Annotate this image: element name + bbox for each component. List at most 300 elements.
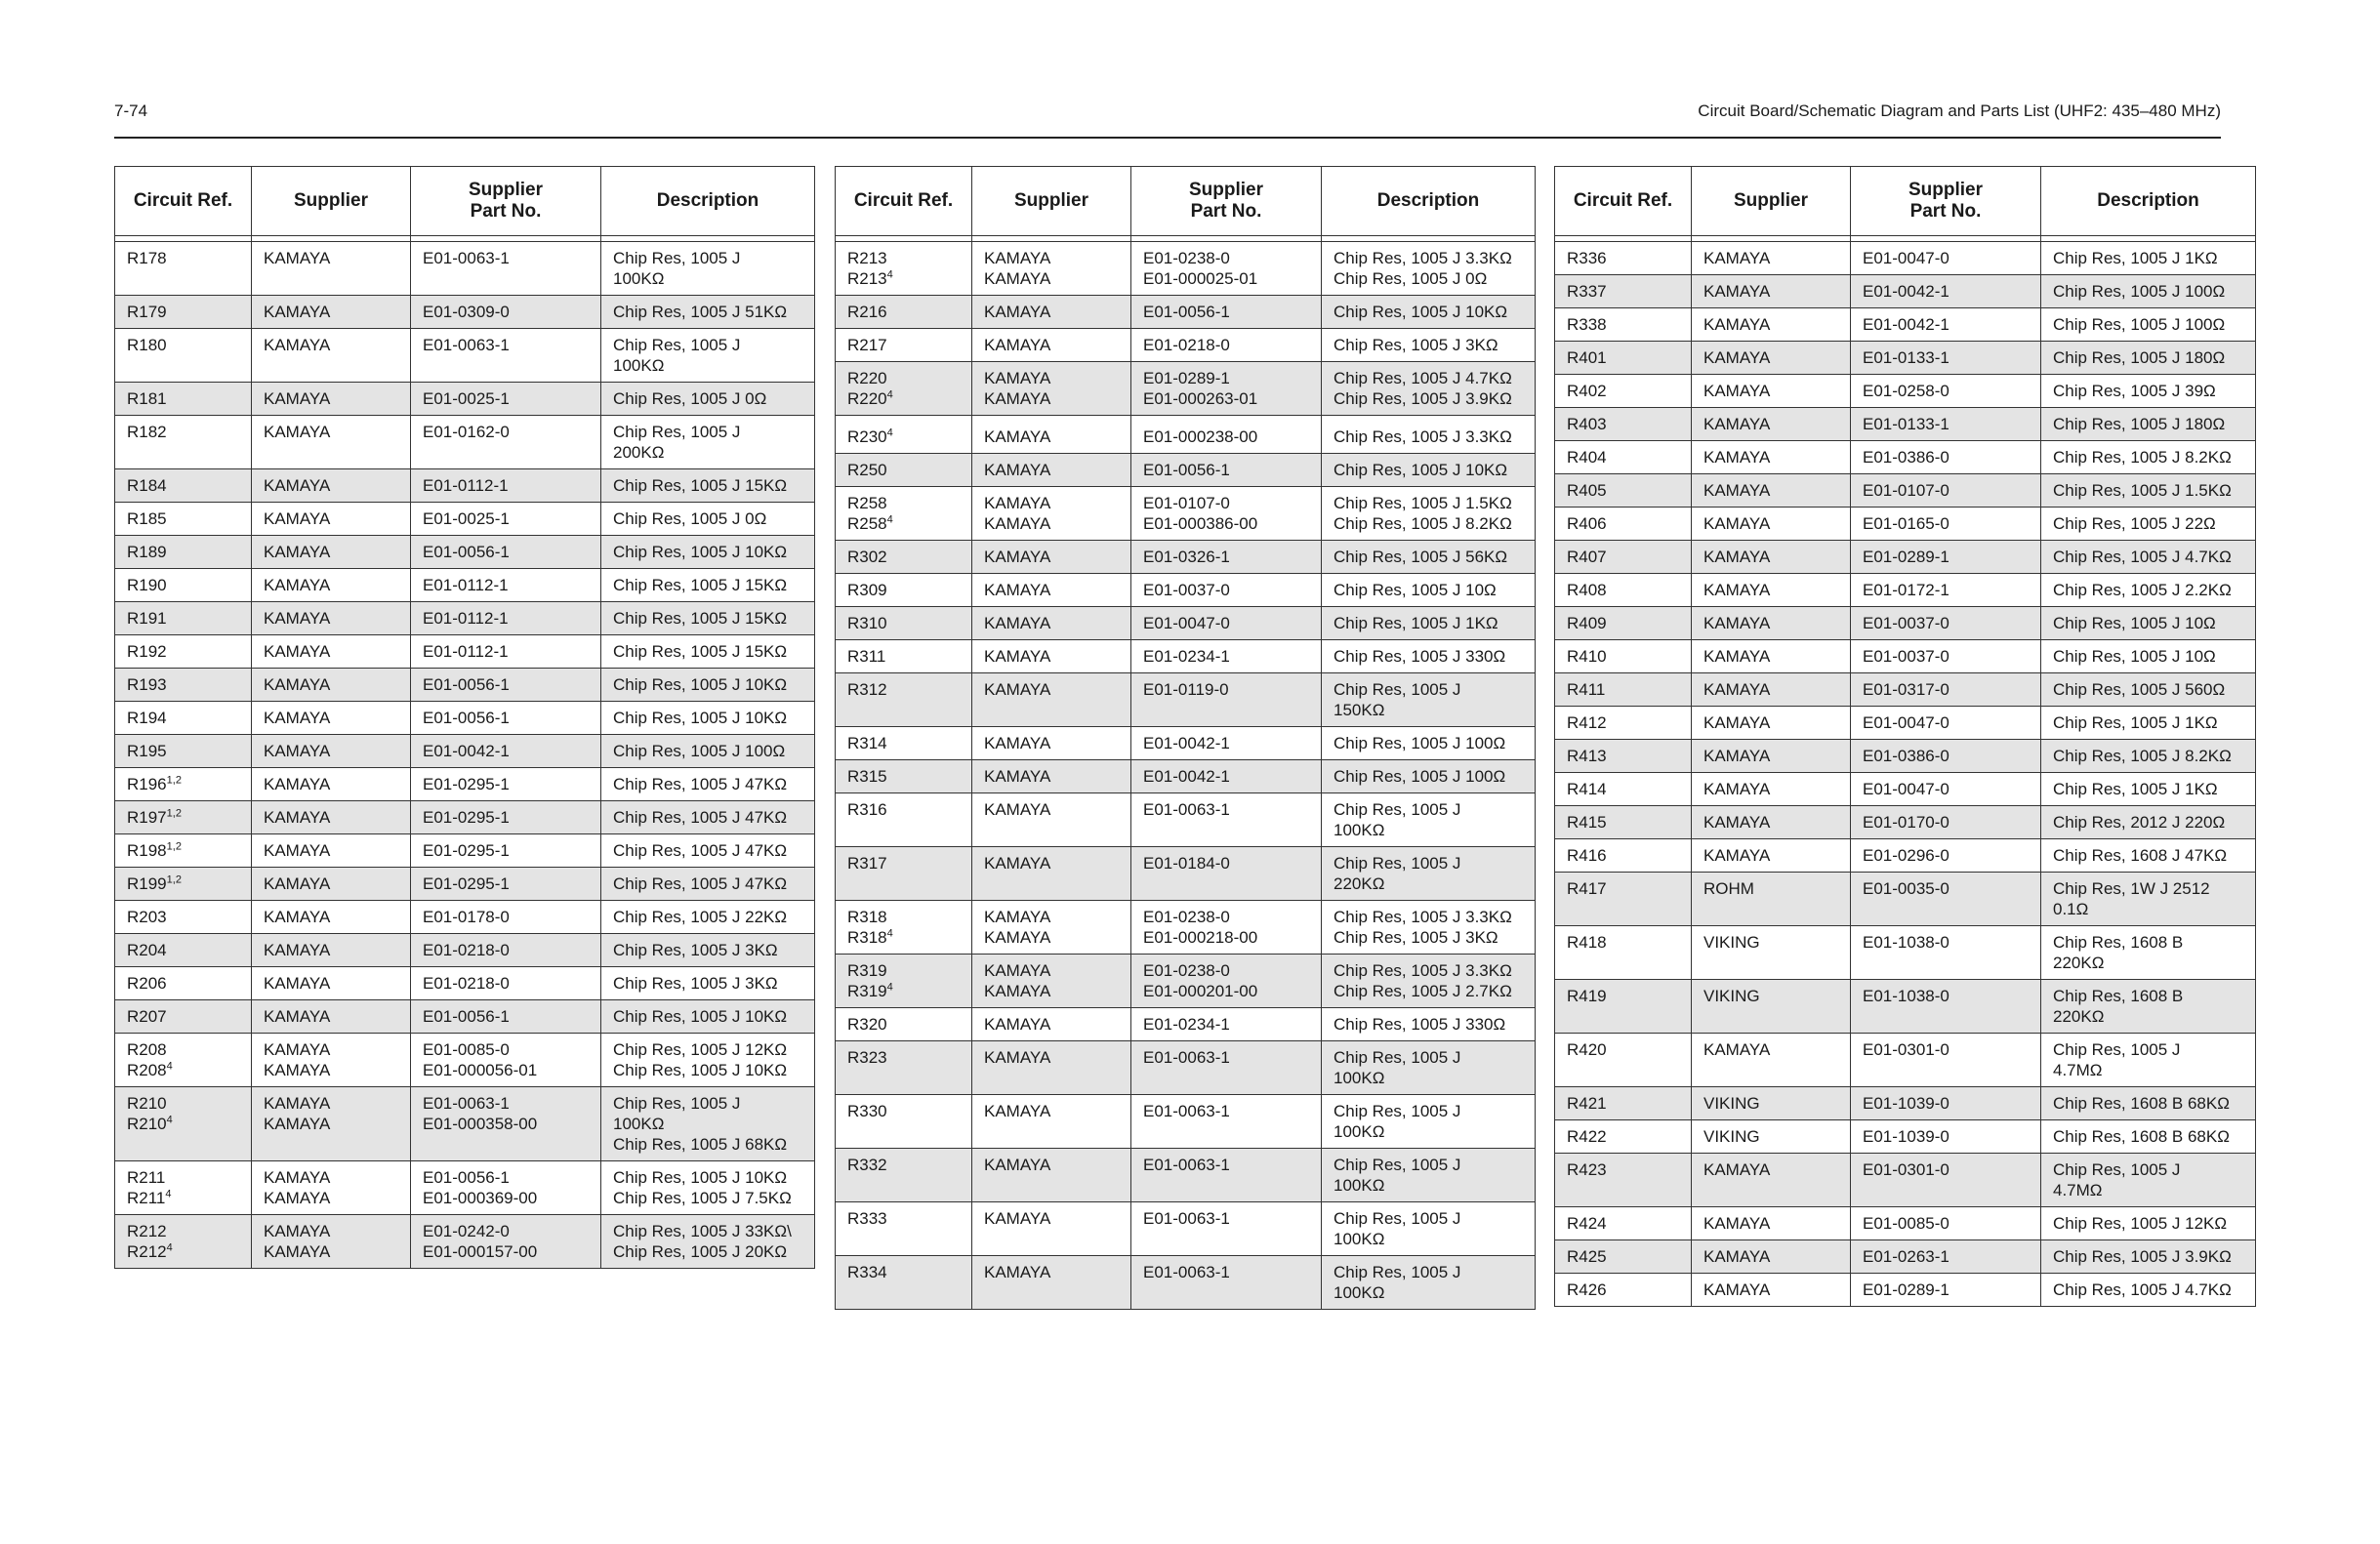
- circuit-ref-text: R190: [127, 576, 167, 594]
- cell-part-no: [1851, 1120, 2041, 1154]
- cell-part-no: [1131, 296, 1322, 329]
- cell-circuit-ref: [836, 727, 972, 760]
- circuit-ref-text: R330: [847, 1102, 887, 1120]
- cell-part-no: [1851, 839, 2041, 873]
- part-no-line: E01-000056-01: [423, 1061, 538, 1079]
- circuit-ref-text: R407: [1567, 548, 1607, 566]
- cell-circuit-ref: [1555, 1120, 1692, 1154]
- circuit-ref-line: [847, 960, 964, 981]
- cell-description: [2041, 308, 2256, 342]
- cell-circuit-ref: [115, 868, 252, 901]
- cell-circuit-ref: [836, 1041, 972, 1095]
- circuit-ref-line: [127, 1167, 243, 1188]
- table-row: [115, 1215, 815, 1269]
- supplier-line: KAMAYA: [264, 1168, 331, 1187]
- cell-supplier: [972, 1095, 1131, 1149]
- supplier-line: KAMAYA: [984, 1156, 1051, 1174]
- circuit-ref-line: [127, 608, 243, 629]
- cell-description: [2041, 541, 2256, 574]
- circuit-ref-line: [1567, 878, 1683, 899]
- description-line: Chip Res, 1005 J 33KΩ\: [613, 1222, 792, 1240]
- supplier-line: KAMAYA: [984, 494, 1051, 512]
- part-no-line: E01-0042-1: [1863, 282, 1949, 301]
- cell-part-no: [1131, 1149, 1322, 1202]
- cell-part-no: [411, 602, 601, 635]
- part-no-line: E01-0172-1: [1863, 581, 1949, 599]
- cell-description: [601, 569, 815, 602]
- supplier-line: VIKING: [1703, 987, 1760, 1005]
- circuit-ref-text: R422: [1567, 1127, 1607, 1146]
- cell-description: [601, 416, 815, 469]
- cell-circuit-ref: [1555, 541, 1692, 574]
- description-line: Chip Res, 1005 J: [1334, 1102, 1461, 1120]
- part-no-line: E01-0289-1: [1143, 369, 1230, 387]
- circuit-ref-text: R333: [847, 1209, 887, 1228]
- circuit-ref-line: [1567, 932, 1683, 953]
- part-no-line: E01-000238-00: [1143, 427, 1258, 446]
- circuit-ref-text: R212: [127, 1222, 167, 1240]
- circuit-ref-line: [1567, 1093, 1683, 1114]
- circuit-ref-text: R315: [847, 767, 887, 786]
- footnote-marker: 4: [886, 981, 893, 994]
- part-no-line: E01-0063-1: [423, 1094, 510, 1113]
- circuit-ref-text: R316: [847, 800, 887, 819]
- circuit-ref-line: [847, 853, 964, 874]
- circuit-ref-line: [847, 679, 964, 700]
- circuit-ref-text: R332: [847, 1156, 887, 1174]
- table-row: [1555, 574, 2256, 607]
- supplier-line: KAMAYA: [264, 874, 331, 893]
- cell-part-no: [411, 901, 601, 934]
- cell-part-no: [1851, 673, 2041, 707]
- table-row: [836, 242, 1536, 296]
- description-line: 100KΩ: [1334, 1069, 1385, 1087]
- circuit-ref-line: [847, 388, 964, 409]
- cell-description: [2041, 773, 2256, 806]
- cell-description: [2041, 1154, 2256, 1207]
- circuit-ref-text: R403: [1567, 415, 1607, 433]
- circuit-ref-line: [127, 575, 243, 595]
- footnote-marker: 4: [886, 388, 893, 401]
- cell-circuit-ref: [836, 673, 972, 727]
- description-line: Chip Res, 1005 J 180Ω: [2053, 415, 2226, 433]
- circuit-ref-line: [847, 1155, 964, 1175]
- part-no-line: E01-0063-1: [423, 249, 510, 267]
- supplier-line: KAMAYA: [984, 647, 1051, 666]
- supplier-line: KAMAYA: [984, 303, 1051, 321]
- cell-description: [1322, 847, 1536, 901]
- part-no-line: E01-0047-0: [1863, 780, 1949, 798]
- supplier-line: KAMAYA: [264, 974, 331, 993]
- supplier-line: KAMAYA: [984, 389, 1051, 408]
- description-line: Chip Res, 1005 J 22Ω: [2053, 514, 2216, 533]
- circuit-ref-text: R211: [127, 1168, 166, 1187]
- circuit-ref-line: [127, 973, 243, 994]
- cell-circuit-ref: [1555, 474, 1692, 508]
- circuit-ref-line: [1567, 712, 1683, 733]
- cell-supplier: [972, 1202, 1131, 1256]
- cell-supplier: [252, 416, 411, 469]
- circuit-ref-line: [1567, 480, 1683, 501]
- cell-circuit-ref: [836, 541, 972, 574]
- table-row: [1555, 242, 2256, 275]
- cell-part-no: [1131, 454, 1322, 487]
- supplier-line: KAMAYA: [1703, 780, 1771, 798]
- cell-circuit-ref: [1555, 574, 1692, 607]
- cell-circuit-ref: [115, 416, 252, 469]
- part-no-line: E01-0165-0: [1863, 514, 1949, 533]
- cell-circuit-ref: [836, 607, 972, 640]
- description-line: Chip Res, 1005 J 4.7KΩ: [2053, 1280, 2232, 1299]
- circuit-ref-text: R179: [127, 303, 167, 321]
- table-row: [836, 1202, 1536, 1256]
- supplier-line: KAMAYA: [1703, 415, 1771, 433]
- cell-description: [1322, 640, 1536, 673]
- cell-part-no: [1131, 541, 1322, 574]
- cell-circuit-ref: [836, 296, 972, 329]
- cell-supplier: [1692, 242, 1851, 275]
- circuit-ref-text: R216: [847, 303, 887, 321]
- description-line: Chip Res, 1005 J: [2053, 1040, 2181, 1059]
- circuit-ref-line: [1567, 1126, 1683, 1147]
- description-line: Chip Res, 1005 J 3.9KΩ: [2053, 1247, 2232, 1266]
- cell-supplier: [252, 967, 411, 1000]
- table-row: [1555, 839, 2256, 873]
- cell-supplier: [972, 1256, 1131, 1310]
- description-line: Chip Res, 1005 J 2.2KΩ: [2053, 581, 2232, 599]
- table-row: [1555, 806, 2256, 839]
- circuit-ref-line: [847, 1262, 964, 1282]
- cell-part-no: [1851, 980, 2041, 1034]
- footnote-marker: 1,2: [166, 874, 182, 886]
- table-row: [1555, 1087, 2256, 1120]
- circuit-ref-text: R408: [1567, 581, 1607, 599]
- cell-part-no: [1131, 416, 1322, 454]
- part-no-line: E01-1039-0: [1863, 1127, 1949, 1146]
- circuit-ref-text: R198: [127, 841, 167, 860]
- description-line: 4.7MΩ: [2053, 1061, 2103, 1079]
- part-no-line: E01-0178-0: [423, 908, 510, 926]
- part-no-line: E01-0047-0: [1863, 713, 1949, 732]
- circuit-ref-text: R337: [1567, 282, 1607, 301]
- circuit-ref-line: [847, 981, 964, 1001]
- table-row: [1555, 508, 2256, 541]
- description-line: Chip Res, 1005 J 4.7KΩ: [1334, 369, 1512, 387]
- cell-description: [2041, 1207, 2256, 1240]
- cell-circuit-ref: [1555, 707, 1692, 740]
- description-line: Chip Res, 1005 J 100Ω: [2053, 282, 2226, 301]
- table-row: [836, 296, 1536, 329]
- cell-description: [1322, 607, 1536, 640]
- cell-description: [1322, 1041, 1536, 1095]
- cell-part-no: [411, 503, 601, 536]
- circuit-ref-text: R406: [1567, 514, 1607, 533]
- cell-description: [601, 602, 815, 635]
- part-no-line: E01-0242-0: [423, 1222, 510, 1240]
- column-header-circuit-ref: Circuit Ref.: [1555, 167, 1692, 236]
- description-line: Chip Res, 1005 J 10KΩ: [613, 1061, 788, 1079]
- part-no-line: E01-0063-1: [1143, 1156, 1230, 1174]
- cell-supplier: [252, 1034, 411, 1087]
- description-line: Chip Res, 1005 J 0Ω: [1334, 269, 1488, 288]
- circuit-ref-line: [1567, 1039, 1683, 1060]
- description-line: Chip Res, 1005 J 8.2KΩ: [2053, 747, 2232, 765]
- part-no-line: E01-0107-0: [1863, 481, 1949, 500]
- circuit-ref-text: R196: [127, 775, 167, 793]
- table-row: [836, 329, 1536, 362]
- cell-supplier: [252, 934, 411, 967]
- description-line: Chip Res, 1005 J 10KΩ: [1334, 303, 1508, 321]
- description-line: Chip Res, 1005 J 10KΩ: [613, 1007, 788, 1026]
- cell-description: [2041, 740, 2256, 773]
- part-no-line: E01-0295-1: [423, 874, 510, 893]
- cell-description: [601, 768, 815, 801]
- part-no-line: E01-0184-0: [1143, 854, 1230, 873]
- cell-supplier: [252, 503, 411, 536]
- circuit-ref-line: [127, 1093, 243, 1114]
- cell-part-no: [1851, 541, 2041, 574]
- part-no-line: E01-0056-1: [423, 709, 510, 727]
- footnote-marker: 4: [166, 1241, 173, 1254]
- part-no-line: E01-0025-1: [423, 389, 510, 408]
- cell-description: [2041, 1240, 2256, 1274]
- circuit-ref-text: R213: [847, 249, 887, 267]
- circuit-ref-line: [847, 268, 964, 289]
- table-row: [115, 602, 815, 635]
- table-row: [115, 536, 815, 569]
- table-row: [836, 487, 1536, 541]
- part-no-line: E01-1038-0: [1863, 933, 1949, 952]
- circuit-ref-line: [127, 1241, 243, 1262]
- circuit-ref-line: [847, 427, 964, 447]
- circuit-ref-text: R317: [847, 854, 887, 873]
- cell-supplier: [1692, 839, 1851, 873]
- circuit-ref-text: R206: [127, 974, 167, 993]
- part-no-line: E01-0170-0: [1863, 813, 1949, 832]
- table-row: [115, 801, 815, 834]
- part-no-line: E01-000386-00: [1143, 514, 1258, 533]
- table-row: [115, 702, 815, 735]
- circuit-ref-line: [127, 774, 243, 794]
- cell-supplier: [972, 793, 1131, 847]
- cell-supplier: [252, 329, 411, 383]
- cell-part-no: [411, 669, 601, 702]
- description-line: Chip Res, 1005 J 10KΩ: [613, 543, 788, 561]
- table-row: [1555, 607, 2256, 640]
- column-header-supplier-part-no: Supplier Part No.: [411, 167, 601, 236]
- supplier-line: KAMAYA: [984, 767, 1051, 786]
- cell-circuit-ref: [836, 1008, 972, 1041]
- table-row: [1555, 1240, 2256, 1274]
- cell-description: [601, 1034, 815, 1087]
- circuit-ref-text: R195: [127, 742, 167, 760]
- description-line: Chip Res, 1005 J 100Ω: [613, 742, 786, 760]
- table-row: [115, 967, 815, 1000]
- supplier-line: KAMAYA: [264, 675, 331, 694]
- cell-circuit-ref: [1555, 839, 1692, 873]
- supplier-line: KAMAYA: [984, 427, 1051, 446]
- description-line: Chip Res, 1005 J 22KΩ: [613, 908, 788, 926]
- circuit-ref-line: [1567, 986, 1683, 1006]
- table-row: [836, 1256, 1536, 1310]
- description-line: Chip Res, 1005 J 330Ω: [1334, 1015, 1506, 1034]
- description-line: Chip Res, 1608 B 68KΩ: [2053, 1127, 2230, 1146]
- cell-circuit-ref: [115, 967, 252, 1000]
- table-row: [1555, 541, 2256, 574]
- cell-circuit-ref: [115, 768, 252, 801]
- cell-part-no: [1851, 707, 2041, 740]
- part-no-line: E01-0386-0: [1863, 448, 1949, 467]
- circuit-ref-text: R323: [847, 1048, 887, 1067]
- cell-supplier: [972, 329, 1131, 362]
- cell-description: [2041, 1120, 2256, 1154]
- footnote-marker: 1,2: [166, 807, 182, 820]
- description-line: Chip Res, 1005 J 39Ω: [2053, 382, 2216, 400]
- cell-supplier: [1692, 1240, 1851, 1274]
- cell-part-no: [411, 768, 601, 801]
- table-row: [115, 735, 815, 768]
- cell-circuit-ref: [1555, 508, 1692, 541]
- description-line: Chip Res, 1005 J 68KΩ: [613, 1135, 788, 1154]
- table-row: [836, 574, 1536, 607]
- circuit-ref-text: R192: [127, 642, 167, 661]
- cell-part-no: [411, 1000, 601, 1034]
- description-line: Chip Res, 1005 J 15KΩ: [613, 476, 788, 495]
- supplier-line: KAMAYA: [1703, 1247, 1771, 1266]
- cell-description: [1322, 673, 1536, 727]
- cell-description: [1322, 793, 1536, 847]
- cell-part-no: [1131, 955, 1322, 1008]
- cell-part-no: [411, 868, 601, 901]
- description-line: Chip Res, 1005 J 10KΩ: [613, 1168, 788, 1187]
- cell-supplier: [252, 1161, 411, 1215]
- supplier-line: KAMAYA: [264, 941, 331, 959]
- circuit-ref-line: [1567, 679, 1683, 700]
- circuit-ref-line: [127, 840, 243, 861]
- cell-part-no: [1851, 640, 2041, 673]
- cell-part-no: [1851, 1034, 2041, 1087]
- circuit-ref-text: R178: [127, 249, 167, 267]
- supplier-line: VIKING: [1703, 933, 1760, 952]
- cell-description: [1322, 329, 1536, 362]
- circuit-ref-text: R211: [127, 1189, 166, 1207]
- circuit-ref-text: R425: [1567, 1247, 1607, 1266]
- cell-circuit-ref: [115, 834, 252, 868]
- cell-supplier: [1692, 980, 1851, 1034]
- circuit-ref-line: [1567, 281, 1683, 302]
- circuit-ref-line: [847, 1014, 964, 1035]
- cell-part-no: [1131, 793, 1322, 847]
- part-no-line: E01-0295-1: [423, 808, 510, 827]
- cell-part-no: [1131, 901, 1322, 955]
- cell-part-no: [1851, 408, 2041, 441]
- column-header-supplier: Supplier: [1692, 167, 1851, 236]
- circuit-ref-text: R402: [1567, 382, 1607, 400]
- circuit-ref-text: R411: [1567, 680, 1606, 699]
- circuit-ref-line: [1567, 314, 1683, 335]
- supplier-line: KAMAYA: [984, 908, 1051, 926]
- cell-description: [601, 1087, 815, 1161]
- description-line: Chip Res, 1608 B: [2053, 987, 2184, 1005]
- part-no-line: E01-000369-00: [423, 1189, 538, 1207]
- supplier-line: KAMAYA: [984, 1102, 1051, 1120]
- table-row: [115, 901, 815, 934]
- cell-circuit-ref: [1555, 308, 1692, 342]
- circuit-ref-line: [847, 1047, 964, 1068]
- supplier-line: KAMAYA: [264, 1242, 331, 1261]
- description-line: Chip Res, 1005 J 1KΩ: [2053, 249, 2218, 267]
- cell-part-no: [1131, 1008, 1322, 1041]
- circuit-ref-line: [127, 641, 243, 662]
- table-row: [115, 503, 815, 536]
- supplier-line: KAMAYA: [264, 576, 331, 594]
- table-row: [1555, 926, 2256, 980]
- circuit-ref-line: [1567, 347, 1683, 368]
- circuit-ref-line: [1567, 746, 1683, 766]
- cell-circuit-ref: [115, 801, 252, 834]
- circuit-ref-text: R208: [127, 1040, 167, 1059]
- column-header-supplier-part-no: Supplier Part No.: [1131, 167, 1322, 236]
- cell-part-no: [1851, 508, 2041, 541]
- circuit-ref-text: R311: [847, 647, 886, 666]
- cell-supplier: [1692, 640, 1851, 673]
- supplier-line: KAMAYA: [984, 269, 1051, 288]
- description-line: Chip Res, 1005 J: [613, 336, 741, 354]
- circuit-ref-text: R312: [847, 680, 887, 699]
- circuit-ref-line: [1567, 414, 1683, 434]
- description-line: Chip Res, 1005 J 3.9KΩ: [1334, 389, 1512, 408]
- circuit-ref-text: R424: [1567, 1214, 1607, 1233]
- circuit-ref-line: [847, 1208, 964, 1229]
- cell-circuit-ref: [1555, 926, 1692, 980]
- cell-circuit-ref: [1555, 873, 1692, 926]
- description-line: Chip Res, 1005 J 10Ω: [2053, 647, 2216, 666]
- circuit-ref-line: [127, 741, 243, 761]
- circuit-ref-text: R230: [847, 427, 887, 446]
- table-row: [836, 955, 1536, 1008]
- table-row: [1555, 308, 2256, 342]
- cell-circuit-ref: [1555, 1207, 1692, 1240]
- cell-supplier: [1692, 1034, 1851, 1087]
- column-header-circuit-ref: Circuit Ref.: [836, 167, 972, 236]
- circuit-ref-text: R409: [1567, 614, 1607, 632]
- cell-part-no: [1851, 1240, 2041, 1274]
- cell-supplier: [972, 1041, 1131, 1095]
- cell-description: [601, 329, 815, 383]
- cell-circuit-ref: [1555, 1154, 1692, 1207]
- part-no-line: E01-0238-0: [1143, 908, 1230, 926]
- cell-circuit-ref: [836, 847, 972, 901]
- circuit-ref-text: R210: [127, 1115, 167, 1133]
- supplier-line: KAMAYA: [1703, 548, 1771, 566]
- circuit-ref-text: R185: [127, 509, 167, 528]
- circuit-ref-text: R220: [847, 369, 887, 387]
- supplier-line: KAMAYA: [984, 928, 1051, 947]
- supplier-line: KAMAYA: [984, 614, 1051, 632]
- cell-supplier: [972, 847, 1131, 901]
- cell-description: [601, 503, 815, 536]
- cell-description: [1322, 574, 1536, 607]
- cell-supplier: [1692, 508, 1851, 541]
- cell-part-no: [1851, 308, 2041, 342]
- supplier-line: KAMAYA: [264, 808, 331, 827]
- cell-circuit-ref: [836, 955, 972, 1008]
- circuit-ref-line: [127, 248, 243, 268]
- supplier-line: KAMAYA: [264, 1115, 331, 1133]
- cell-circuit-ref: [836, 640, 972, 673]
- circuit-ref-text: R210: [127, 1094, 167, 1113]
- cell-part-no: [1851, 342, 2041, 375]
